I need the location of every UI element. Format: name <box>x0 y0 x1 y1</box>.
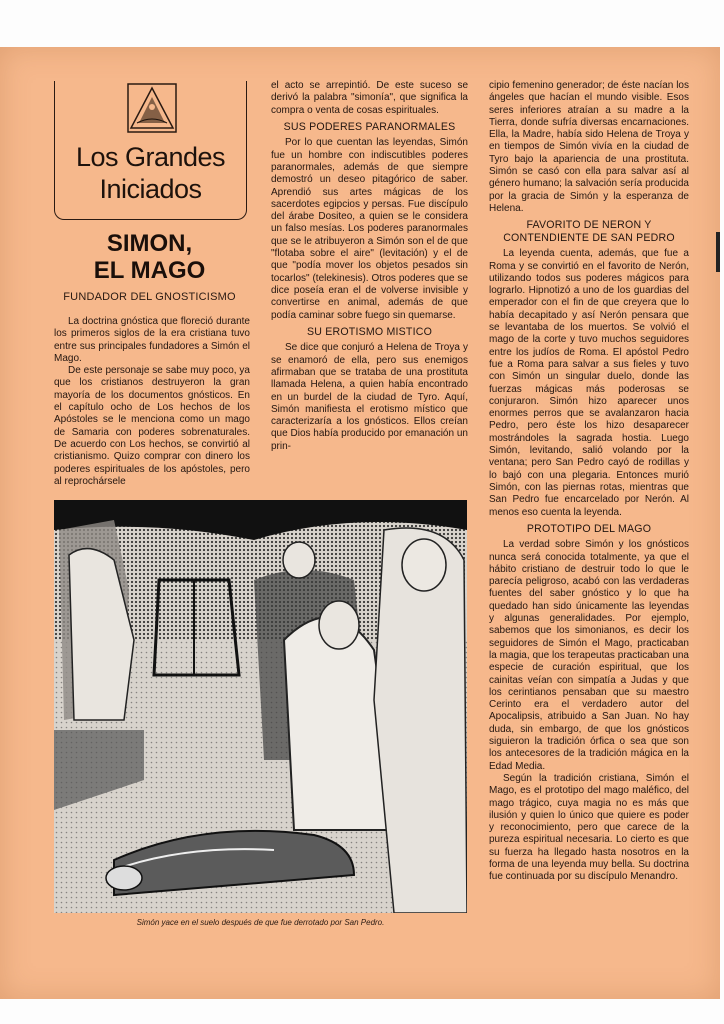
section-heading: SU EROTISMO MISTICO <box>306 325 433 338</box>
paragraph: Se dice que conjuró a Helena de Troya y se enamoró de ella, pero sus enemigos afirmaban que se trataba de una prostituta llamada Helena, a quien había encontrado en un burdel de la ciudad de Tyro. Aquí, Simón manifiesta el erotismo místico que caracterizaría a los gnósticos. Ellos creían que Dios había producido por emanación un prin- <box>271 342 468 452</box>
paragraph: La doctrina gnóstica que floreció durante los primeros siglos de la era cristiana tuvo entre sus principales fundadores a Simón el Mago. <box>54 316 250 364</box>
paragraph: La verdad sobre Simón y los gnósticos nunca será conocida totalmente, ya que el hábito cristiano de destruir todo lo que le parecía peligroso, acabó con las verdaderas fuentes del saber gnóstico y lo que ha quedado han sido únicamente las leyendas y algunas generalidades. Por ejemplo, sabemos que los simonianos, es decir los seguidores de Simón el Mago, practicaban la magia, que los terapeutas practicaban una especie de curación espiritual, que los cainitas veían con simpatía a Judas y que los cerintianos pensaban que su maestro Cerinto era el verdadero autor del Apocalipsis, atribuido a San Juan. No hay duda, sin embargo, de que los gnósticos siguieron la tradición órfica o sea que son los antecesores de la tradición mágica en la Edad Media. <box>489 539 689 772</box>
paragraph: el acto se arrepintió. De este suceso se derivó la palabra "simonía", que significa la compra o venta de cosas espirituales. <box>271 80 468 116</box>
engraving-illustration <box>54 500 467 913</box>
text-column-1 <box>54 316 250 488</box>
section-heading: PROTOTIPO DEL MAGO <box>526 522 652 535</box>
page-edge-tab <box>716 232 720 272</box>
series-title-line1: Los Grandes <box>75 142 226 172</box>
magazine-page <box>0 47 720 999</box>
text-column-3 <box>489 80 689 884</box>
series-header-box <box>54 81 247 220</box>
series-title-line2: Iniciados <box>99 174 202 204</box>
illustration-caption: Simón yace en el suelo después de que fue derrotado por San Pedro. <box>136 918 385 927</box>
text-column-2 <box>271 80 468 453</box>
pyramid-emblem-icon <box>127 83 177 133</box>
article-subtitle: FUNDADOR DEL GNOSTICISMO <box>63 291 236 303</box>
paragraph: Según la tradición cristiana, Simón el Mago, es el prototipo del mago maléfico, del mago trágico, cuya magia no es más que ilusión y quien lo único que quiere es poder y reconocimiento, pero que carece de la pureza espiritual necesaria. Lo cierto es que su fuerza ha llegado hasta nosotros en la forma de una leyenda muy bella. Su doctrina fue continuada por su discípulo Menandro. <box>489 772 689 883</box>
section-heading: FAVORITO DE NERON Y CONTENDIENTE DE SAN PEDRO <box>503 219 675 244</box>
article-title-line2: EL MAGO <box>93 257 206 284</box>
paragraph: cipio femenino generador; de éste nacían los ángeles que hacían el mundo visible. Esos seres inferiores atraían a su madre a la Tierra, donde sufría diversas encarnaciones. Ella, la Madre, había sido Helena de Troya y en tiempos de Simón vivía en la ciudad de Tyro bajo la apariencia de una prostituta. Simón se casó con ella para salvar así al género humano; la salvación sería producida por la gracia de Simón y la esperanza de Helena. <box>489 80 689 214</box>
illustration <box>54 500 467 913</box>
series-title <box>55 141 246 205</box>
section-heading: SUS PODERES PARANORMALES <box>283 120 456 133</box>
article-title <box>54 230 245 284</box>
article-title-line1: SIMON, <box>106 230 193 257</box>
paragraph: La leyenda cuenta, además, que fue a Roma y se convirtió en el favorito de Nerón, utilizando todos sus poderes mágicos para lograrlo. Hipnotizó a uno de los guardias del emperador con el fin de que creyera que lo había decapitado y así Nerón pensara que se levantaba de los muertos. Se volvió el mago de la corte y tuvo muchos seguidores entre los judíos de Roma. El apóstol Pedro fue a Roma para salvar a sus fieles y tuvo con Simón un singular duelo, donde las fuerzas mágicas más poderosas se conjuraron. Simón hizo aparecer unos enormes perros que se avalanzaron hacia Pedro, pero éste los hizo desaparecer mostrándoles la sagrada hostia. Luego Simón, levitando, salió volando por la ventana; pero San Pedro cayó de rodillas y lo bajó con una plegaria. Entonces murió Simón, con las piernas rotas, mientras que San Pedro fue encarcelado por Nerón. Al menos eso cuenta la leyenda. <box>489 248 689 518</box>
paragraph: Por lo que cuentan las leyendas, Simón fue un hombre con indiscutibles poderes paranormales, además de que siempre demostró un deseo pitagórico de saber. Aprendió sus artes mágicas de los sacerdotes egipcios y persas. Fue discípulo del árabe Dositeo, a quien se le considera un falso mesías. Los poderes paranormales que se le atribuyeron a Simón son el de que "flotaba sobre el aire" (levitación) y el de que "podía mover los objetos pesados sin tocarlos" (telekinesis). Otros poderes que se dice poseía eran el de volverse invisible y convertirse en animal, además de que podía caminar sobre fuego sin quemarse. <box>271 137 468 321</box>
paragraph: De este personaje se sabe muy poco, ya que los cristianos destruyeron la gran mayoría de los documentos gnósticos. En el capítulo ocho de Los hechos de los Apóstoles se le menciona como un mago de Samaria con poderes sobrenaturales. De acuerdo con Los hechos, se convirtió al cristianismo. Quizo comprar con dinero los poderes espirituales de los apóstoles, pero al reprochársele <box>54 365 250 487</box>
